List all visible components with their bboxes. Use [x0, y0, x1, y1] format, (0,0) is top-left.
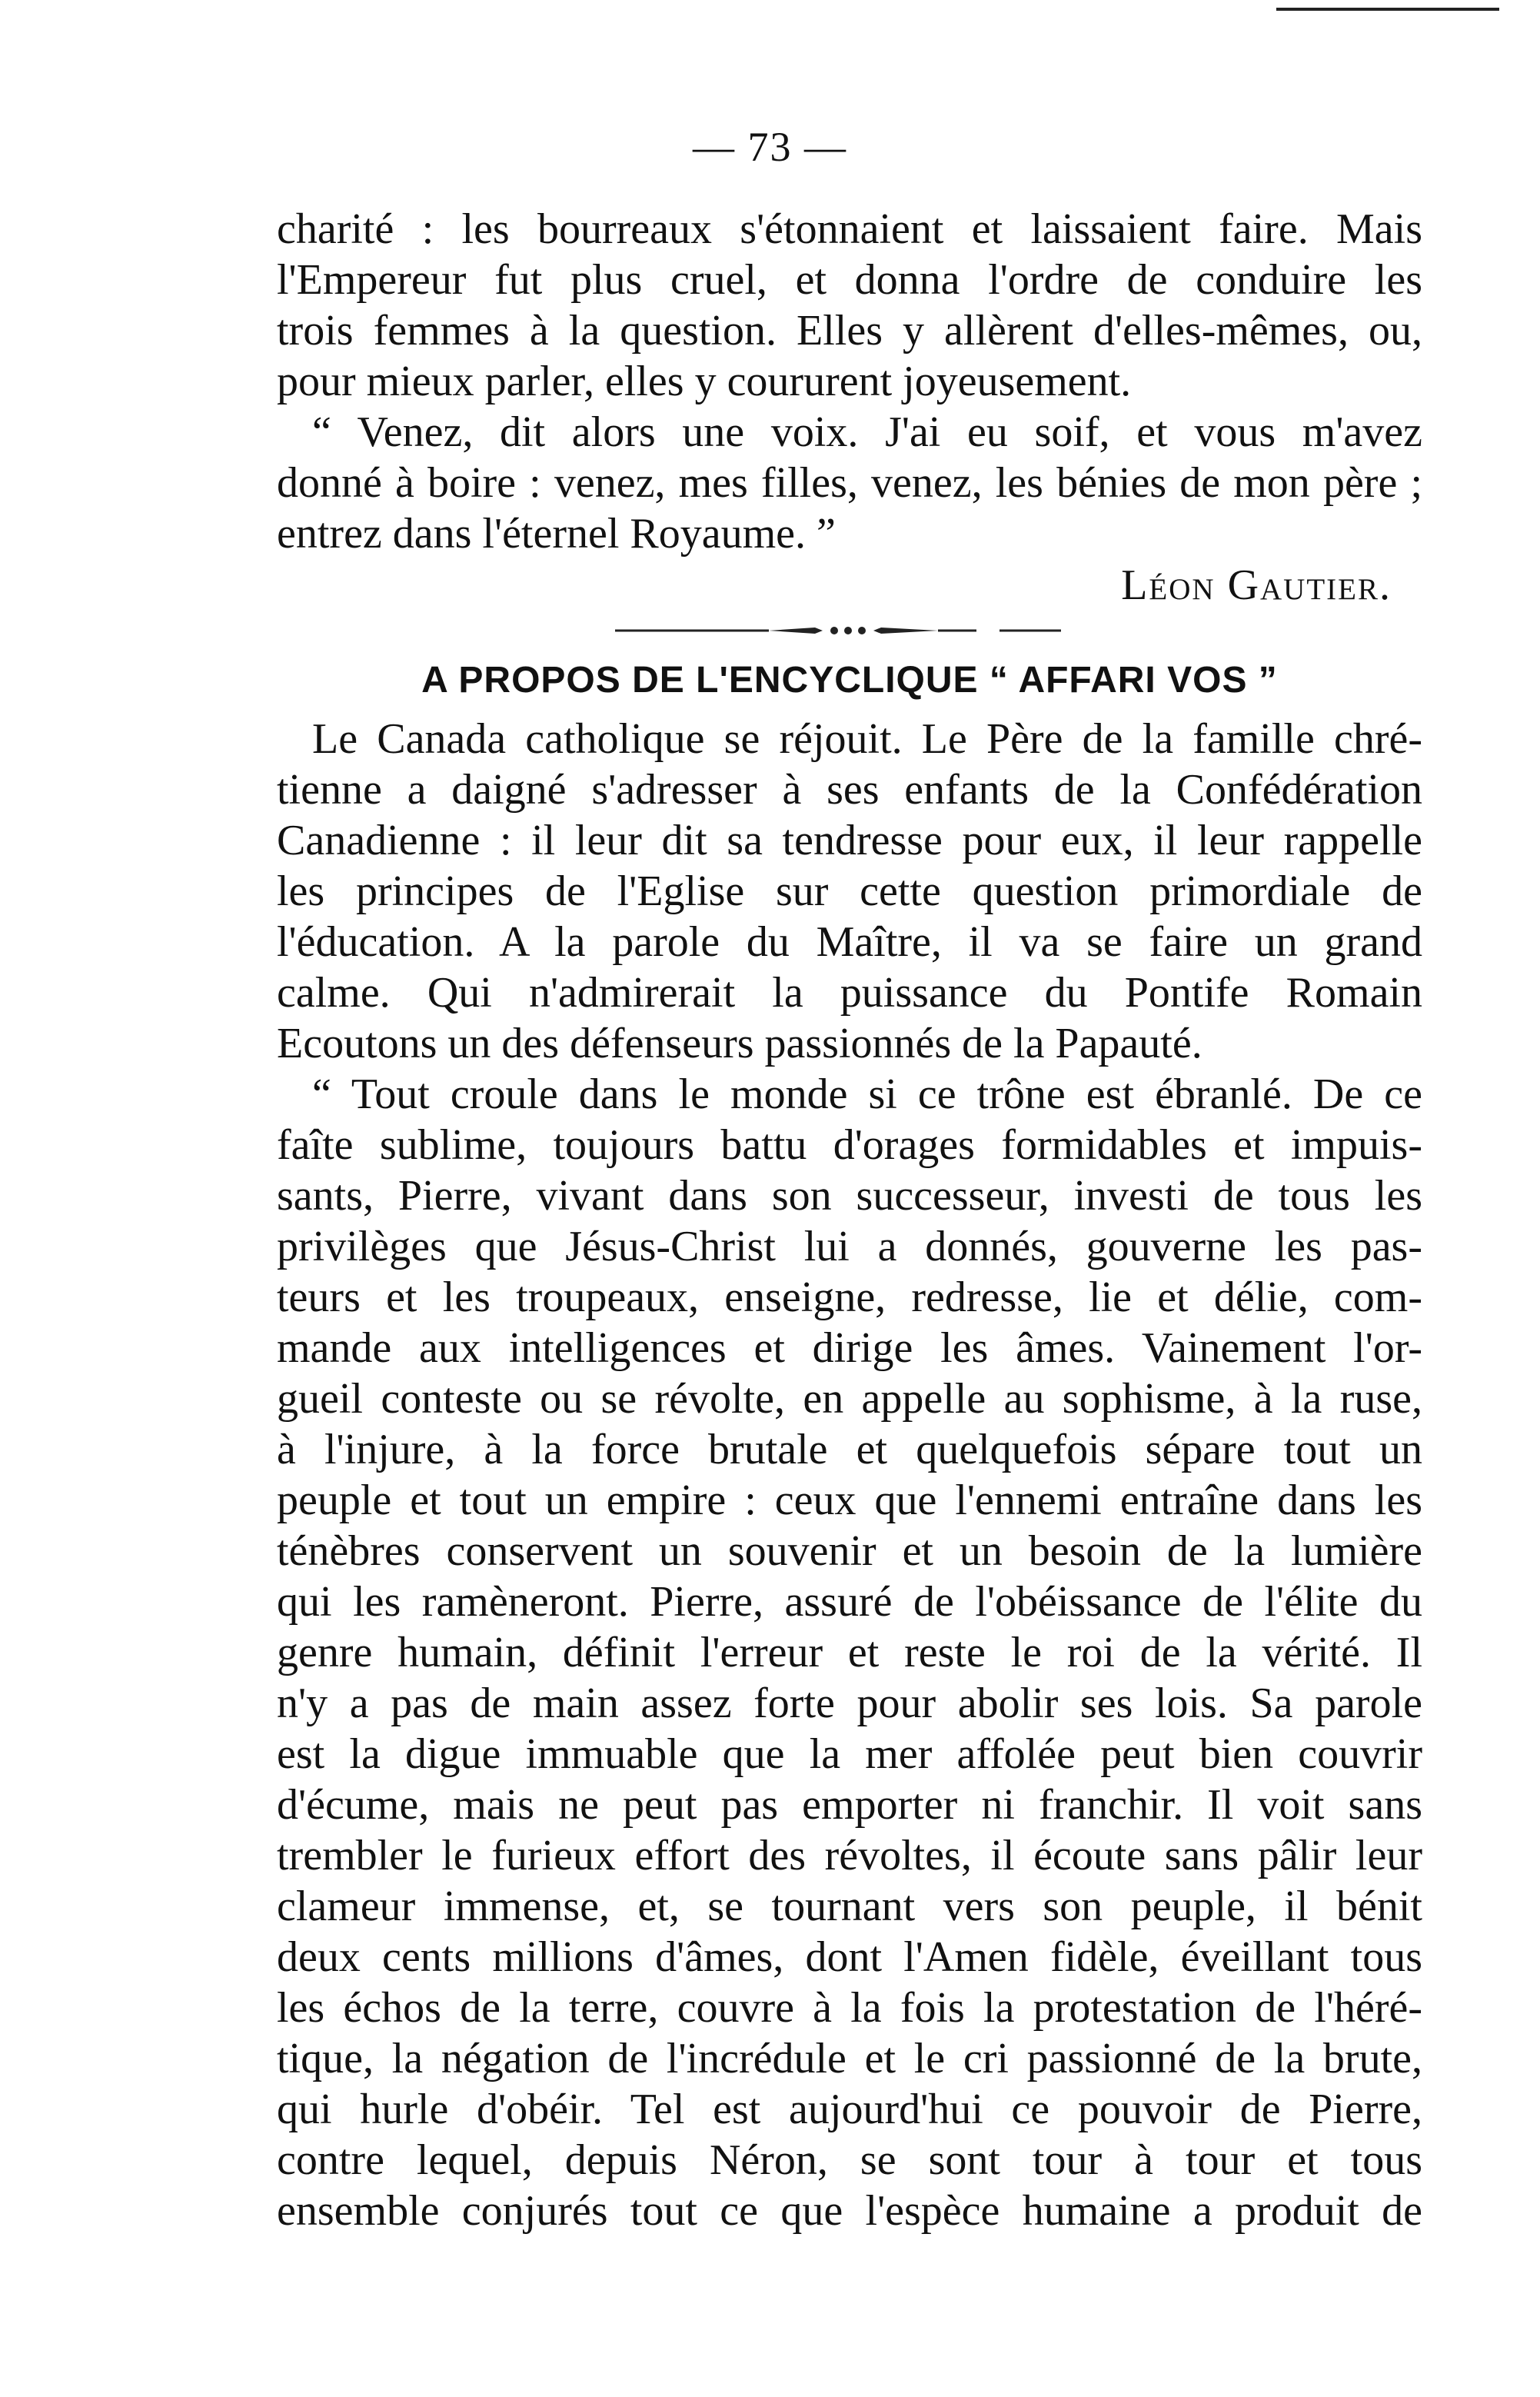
text-line: clameur immense, et, se tournant vers son peuple, il bénit — [277, 1883, 1422, 1930]
text-line: Le Canada catholique se réjouit. Le Père de la famille chré- — [312, 715, 1422, 763]
text-line: sants, Pierre, vivant dans son successeur, investi de tous les — [277, 1172, 1422, 1220]
ornamental-divider — [615, 623, 1061, 638]
text-line: est la digue immuable que la mer affolée peut bien couvrir — [277, 1730, 1422, 1778]
text-line: “ Venez, dit alors une voix. J'ai eu soif, et vous m'avez — [312, 408, 1422, 456]
text-line: peuple et tout un empire : ceux que l'ennemi entraîne dans les — [277, 1476, 1422, 1524]
text-line: à l'injure, à la force brutale et quelquefois sépare tout un — [277, 1426, 1422, 1473]
text-line: tique, la négation de l'incrédule et le cri passionné de la brute, — [277, 2035, 1422, 2082]
text-line: trois femmes à la question. Elles y allèrent d'elles-mêmes, ou, — [277, 307, 1422, 355]
text-line: privilèges que Jésus-Christ lui a donnés, gouverne les pas- — [277, 1223, 1422, 1270]
text-line: les échos de la terre, couvre à la fois la protestation de l'héré- — [277, 1984, 1422, 2032]
text-line: ténèbres conservent un souvenir et un besoin de la lumière — [277, 1527, 1422, 1575]
top-rule — [1276, 8, 1499, 11]
text-line: gueil conteste ou se révolte, en appelle au sophisme, à la ruse, — [277, 1375, 1422, 1423]
page-number: — 73 — — [693, 124, 847, 170]
text-line: d'écume, mais ne peut pas emporter ni franchir. Il voit sans — [277, 1781, 1422, 1829]
text-line: faîte sublime, toujours battu d'orages formidables et impuis- — [277, 1121, 1422, 1169]
text-line: charité : les bourreaux s'étonnaient et laissaient faire. Mais — [277, 205, 1422, 253]
text-line: qui les ramèneront. Pierre, assuré de l'obéissance de l'élite du — [277, 1578, 1422, 1626]
section-heading: A PROPOS DE L'ENCYCLIQUE “ AFFARI VOS ” — [421, 660, 1278, 701]
text-line: mande aux intelligences et dirige les âmes. Vainement l'or- — [277, 1324, 1422, 1372]
encyclical-article — [277, 714, 1422, 2236]
paragraph-continuation — [277, 204, 1422, 559]
text-line: Canadienne : il leur dit sa tendresse pour eux, il leur rappelle — [277, 817, 1422, 864]
text-line: donné à boire : venez, mes filles, venez, les bénies de mon père ; — [277, 459, 1422, 507]
text-line: tienne a daigné s'adresser à ses enfants de la Confédération — [277, 766, 1422, 814]
text-line: contre lequel, depuis Néron, se sont tour à tour et tous — [277, 2136, 1422, 2184]
text-line: teurs et les troupeaux, enseigne, redresse, lie et délie, com- — [277, 1273, 1422, 1321]
text-line: l'Empereur fut plus cruel, et donna l'ordre de conduire les — [277, 256, 1422, 304]
text-line: n'y a pas de main assez forte pour abolir ses lois. Sa parole — [277, 1680, 1422, 1727]
text-line: trembler le furieux effort des révoltes, il écoute sans pâlir leur — [277, 1832, 1422, 1879]
author-signature: Léon Gautier. — [1121, 561, 1392, 609]
text-line: l'éducation. A la parole du Maître, il va se faire un grand — [277, 918, 1422, 966]
text-line: pour mieux parler, elles y coururent joyeusement. — [277, 358, 1132, 405]
text-line: Ecoutons un des défenseurs passionnés de la Papauté. — [277, 1020, 1202, 1067]
text-line: entrez dans l'éternel Royaume. ” — [277, 510, 836, 558]
text-line: ensemble conjurés tout ce que l'espèce humaine a produit de — [277, 2187, 1422, 2235]
text-line: qui hurle d'obéir. Tel est aujourd'hui ce pouvoir de Pierre, — [277, 2086, 1422, 2133]
text-line: deux cents millions d'âmes, dont l'Amen fidèle, éveillant tous — [277, 1933, 1422, 1981]
text-line: les principes de l'Eglise sur cette question primordiale de — [277, 867, 1422, 915]
text-line: “ Tout croule dans le monde si ce trône est ébranlé. De ce — [312, 1070, 1422, 1118]
text-line: calme. Qui n'admirerait la puissance du Pontife Romain — [277, 969, 1422, 1017]
text-line: genre humain, définit l'erreur et reste le roi de la vérité. Il — [277, 1629, 1422, 1676]
